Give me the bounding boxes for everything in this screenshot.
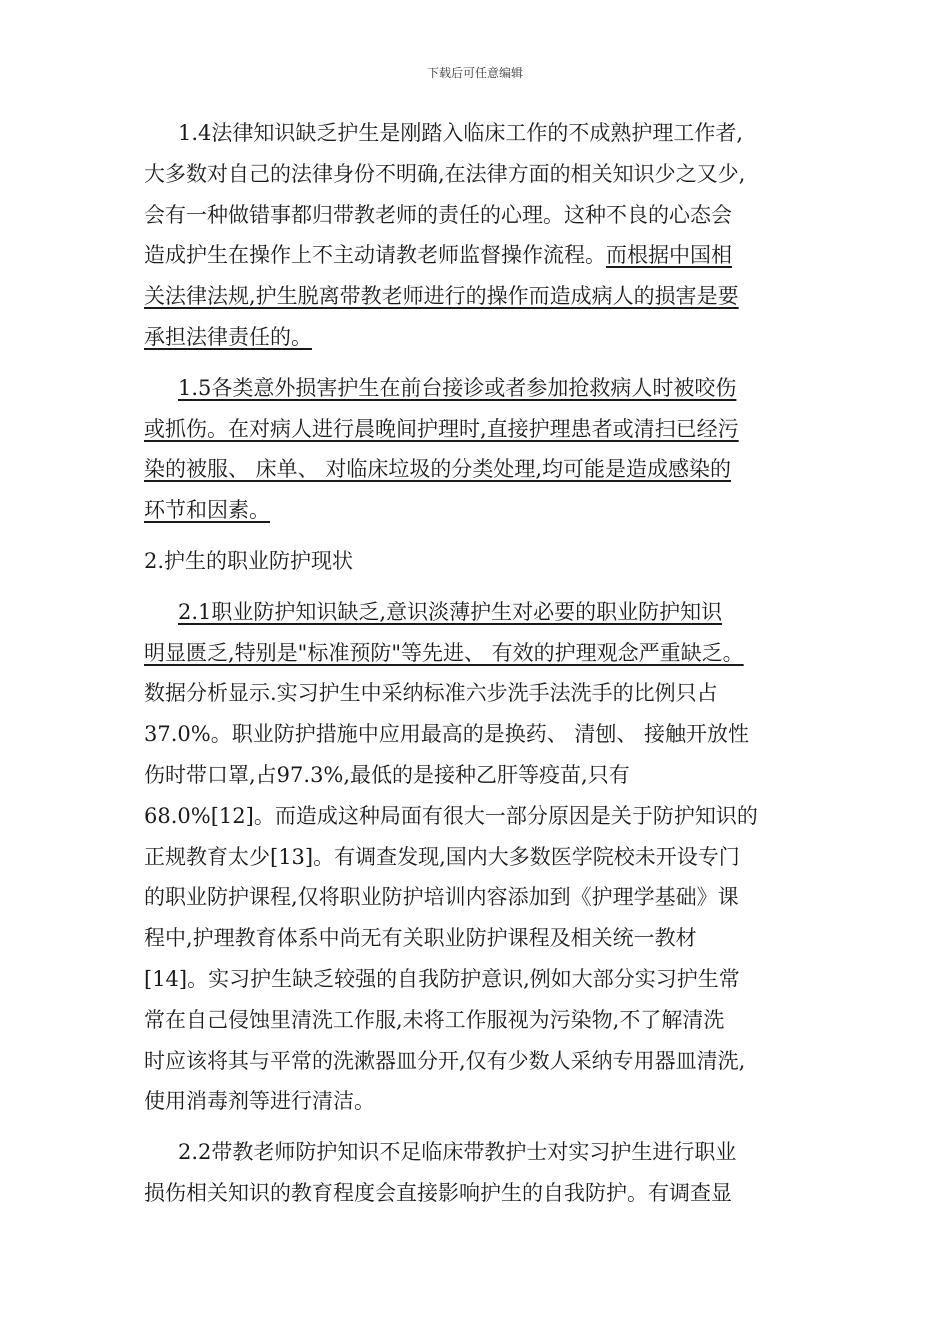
text-line	[144, 235, 824, 276]
text-line: 使用消毒剂等进行清洁。	[144, 1089, 375, 1114]
text-line: 损伤相关知识的教育程度会直接影响护生的自我防护。有调查显	[144, 1180, 732, 1205]
underlined-segment: 而根据中国相	[606, 243, 732, 268]
underlined-segment: 1.5各类意外损害护生在前台接诊或者参加抢救病人时被咬伤	[178, 375, 737, 400]
text-line: 伤时带口罩,占97.3%,最低的是接种乙肝等疫苗,只有	[144, 762, 630, 787]
section-heading: 2.护生的职业防护现状	[144, 548, 354, 573]
text-line: 1.4法律知识缺乏护生是刚踏入临床工作的不成熟护理工作者,	[178, 121, 744, 145]
text-line	[144, 490, 824, 531]
text-line: 68.0%[12]。而造成这种局面有很大一部分原因是关于防护知识的	[144, 803, 758, 828]
underlined-segment: 承担法律责任的。	[144, 324, 312, 349]
document-body	[144, 113, 824, 1224]
paragraph-2-1	[144, 592, 824, 1122]
text-line: 数据分析显示.实习护生中采纳标准六步洗手法洗手的比例只占	[144, 681, 718, 706]
text-line	[144, 592, 824, 633]
text-line	[144, 409, 824, 450]
underlined-segment: 染的被服、 床单、 对临床垃圾的分类处理,均可能是造成感染的	[144, 457, 732, 482]
text-line: 的职业防护课程,仅将职业防护培训内容添加到《护理学基础》课	[144, 885, 739, 910]
text-line: 程中,护理教育体系中尚无有关职业防护课程及相关统一教材	[144, 926, 697, 951]
underlined-segment: 环节和因素。	[144, 498, 270, 523]
underlined-segment: 或抓伤。在对病人进行晨晚间护理时,直接护理患者或清扫已经污	[144, 416, 739, 441]
text-line: 时应该将其与平常的洗漱器皿分开,仅有少数人采纳专用器皿清洗,	[144, 1048, 746, 1073]
text-line	[144, 276, 824, 317]
text-line: 会有一种做错事都归带教老师的责任的心理。这种不良的心态会	[144, 202, 732, 227]
text-line: [14]。实习护生缺乏较强的自我防护意识,例如大部分实习护生常	[144, 966, 740, 991]
text-line	[144, 633, 824, 674]
text-line: 2.2带教老师防护知识不足临床带教护士对实习护生进行职业	[178, 1140, 737, 1165]
text-line	[144, 449, 824, 490]
underlined-segment: 明显匮乏,特别是"标准预防"等先进、 有效的护理观念严重缺乏。	[144, 640, 744, 665]
text-line: 常在自己侵蚀里清洗工作服,未将工作服视为污染物,不了解清洗	[144, 1007, 725, 1032]
paragraph-1-4	[144, 113, 824, 358]
text-line	[144, 368, 824, 409]
text-line: 37.0%。职业防护措施中应用最高的是换药、 清刨、 接触开放性	[144, 722, 750, 747]
page-header: 下载后可任意编辑	[426, 66, 523, 80]
text-plain-segment: 造成护生在操作上不主动请教老师监督操作流程。	[144, 243, 606, 268]
underlined-segment: 2.1职业防护知识缺乏,意识淡薄护生对必要的职业防护知识	[178, 599, 723, 624]
text-line: 正规教育太少[13]。有调查发现,国内大多数医学院校未开设专门	[144, 844, 740, 869]
text-line	[144, 317, 824, 358]
underlined-segment: 关法律法规,护生脱离带教老师进行的操作而造成病人的损害是要	[144, 284, 739, 309]
paragraph-1-5	[144, 368, 824, 531]
paragraph-2-2	[144, 1132, 824, 1214]
text-line: 大多数对自己的法律身份不明确,在法律方面的相关知识少之又少,	[144, 161, 746, 186]
